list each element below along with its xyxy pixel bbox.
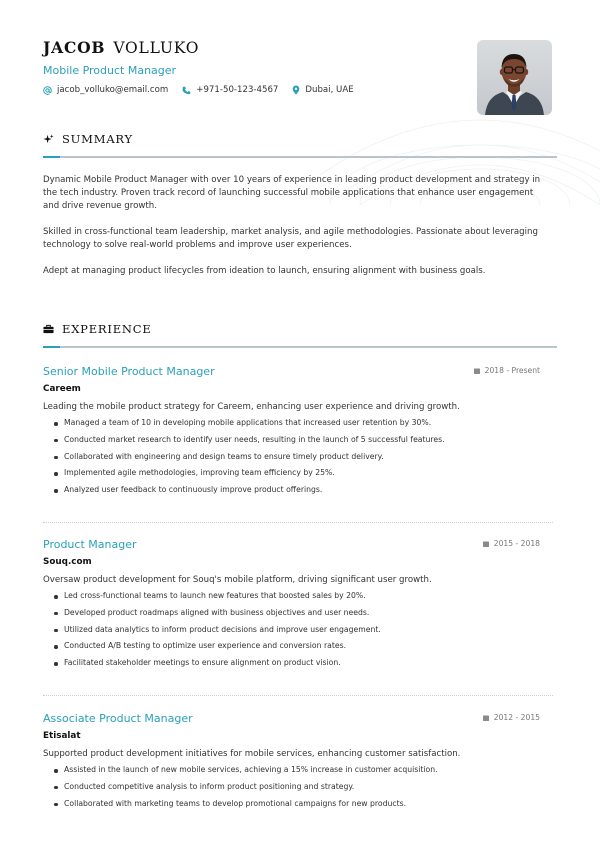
job-title: Product Manager [43,538,137,551]
contact-email [43,85,168,95]
job-dates-text: 2015 - 2018 [493,539,540,548]
job-bullets [43,588,543,672]
job-dates [483,539,540,548]
summary-rule-accent [43,156,60,158]
job-dates-text: 2018 - Present [484,366,540,375]
candidate-name [43,38,463,58]
at-icon [43,86,52,95]
summary-title [43,131,557,147]
phone-text[interactable]: +971-50-123-4567 [196,85,279,95]
bullet-item: Conducted market research to identify user needs, resulting in the launch of 5 successful features. [43,432,543,449]
calendar-icon [474,368,480,374]
job-bullets [43,415,543,499]
sparkle-icon [43,134,54,145]
calendar-icon [483,715,489,721]
job-entry [43,365,543,499]
company-name: Etisalat [43,731,81,741]
summary-paragraph: Skilled in cross-functional team leadership, market analysis, and agile methodologies. Passionate about leveraging technology to solve real-world problems and improve user experiences. [43,227,538,250]
bullet-item: Assisted in the launch of new mobile services, achieving a 15% increase in customer acquisition. [43,762,543,779]
summary-body [43,174,543,291]
contact-phone [182,85,278,95]
experience-rule-accent [43,346,60,348]
location-pin-icon [292,85,300,95]
experience-section-header [43,321,557,348]
phone-icon [182,86,191,95]
first-name: JACOB [43,38,106,57]
bullet-item: Conducted competitive analysis to inform product positioning and strategy. [43,779,543,796]
job-dates-text: 2012 - 2015 [493,713,540,722]
job-role: Mobile Product Manager [43,64,177,77]
bullet-item: Conducted A/B testing to optimize user experience and conversion rates. [43,638,543,655]
bullet-item: Collaborated with engineering and design teams to ensure timely product delivery. [43,449,543,466]
profile-photo [477,40,552,115]
summary-paragraph: Dynamic Mobile Product Manager with over 10 years of experience in leading product development and strategy in the tech industry. Proven track record of launching successful mobile applications that enhance user engagement and drive revenue growth. [43,175,541,211]
bullet-item: Implemented agile methodologies, improving team efficiency by 25%. [43,465,543,482]
bullet-item: Developed product roadmaps aligned with business objectives and user needs. [43,605,543,622]
summary-rule [43,156,557,158]
job-title: Senior Mobile Product Manager [43,365,215,378]
location-text: Dubai, UAE [305,85,354,95]
bullet-item: Utilized data analytics to inform product decisions and improve user engagement. [43,622,543,639]
email-text[interactable]: jacob_volluko@email.com [57,85,169,95]
job-dates [474,366,540,375]
summary-section-header [43,131,557,158]
company-name: Careem [43,384,81,394]
bullet-item: Collaborated with marketing teams to develop promotional campaigns for new products. [43,796,543,813]
job-description: Leading the mobile product strategy for Careem, enhancing user experience and driving growth. [43,402,460,412]
job-divider [43,695,553,696]
experience-title [43,321,557,337]
job-title-row [43,712,543,726]
last-name: VOLLUKO [113,39,200,57]
job-title: Associate Product Manager [43,712,193,725]
company-name: Souq.com [43,557,92,567]
job-entry [43,538,543,672]
contact-row [43,85,463,95]
calendar-icon [483,541,489,547]
job-bullets [43,762,543,812]
experience-rule [43,346,557,348]
bullet-item: Facilitated stakeholder meetings to ensure alignment on product vision. [43,655,543,672]
job-description: Supported product development initiatives for mobile services, enhancing customer satisfaction. [43,749,461,759]
job-title-row [43,365,543,379]
job-entry [43,712,543,812]
job-description: Oversaw product development for Souq's mobile platform, driving significant user growth. [43,575,432,585]
summary-paragraph: Adept at managing product lifecycles from ideation to launch, ensuring alignment with business goals. [43,266,486,276]
job-dates [483,713,540,722]
bullet-item: Led cross-functional teams to launch new features that boosted sales by 20%. [43,588,543,605]
bullet-item: Analyzed user feedback to continuously improve product offerings. [43,482,543,499]
job-divider [43,522,553,523]
experience-title-text: EXPERIENCE [62,322,152,336]
bullet-item: Managed a team of 10 in developing mobile applications that increased user retention by 30%. [43,415,543,432]
summary-title-text: SUMMARY [62,132,133,146]
resume-header [43,38,463,95]
contact-location [292,85,353,95]
job-title-row [43,538,543,552]
briefcase-icon [43,324,54,334]
